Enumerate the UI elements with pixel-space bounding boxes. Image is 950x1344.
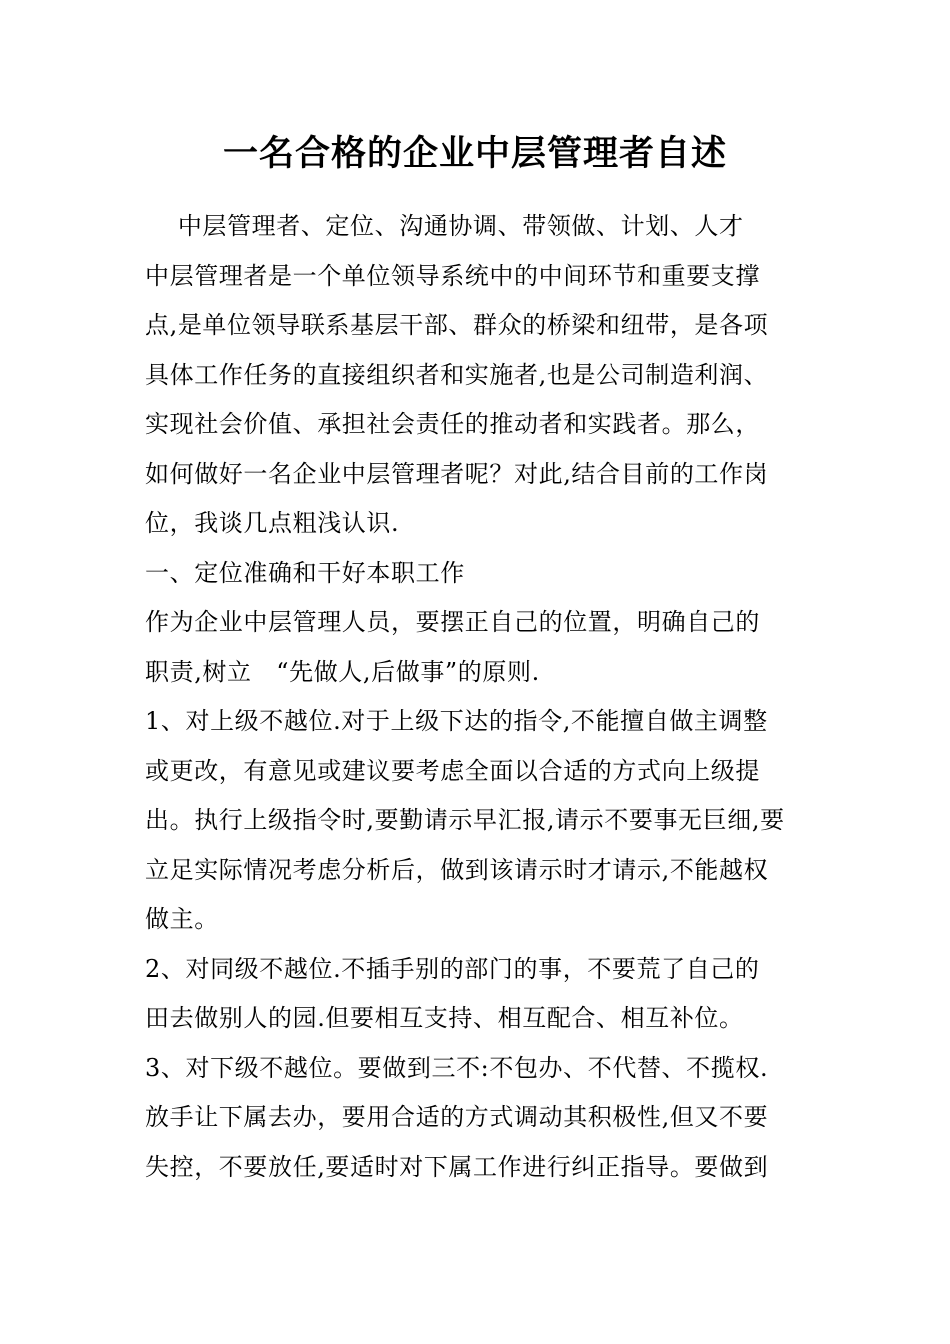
list-item-line: 或更改，有意见或建议要考虑全面以合适的方式向上级提 bbox=[145, 756, 760, 785]
list-item-line: 1、对上级不越位.对于上级下达的指令,不能擅自做主调整 bbox=[145, 707, 768, 735]
paragraph-line: 位，我谈几点粗浅认识. bbox=[145, 509, 400, 537]
list-item-line: 做主。 bbox=[145, 905, 219, 933]
list-item-line: 立足实际情况考虑分析后，做到该请示时才请示,不能越权 bbox=[145, 855, 769, 884]
paragraph-line: 具体工作任务的直接组织者和实施者,也是公司制造利润、 bbox=[145, 360, 769, 389]
list-item-line: 3、对下级不越位。要做到三不:不包办、不代替、不揽权. bbox=[145, 1053, 769, 1082]
paragraph-line: 中层管理者是一个单位领导系统中的中间环节和重要支撑 bbox=[145, 261, 760, 290]
keywords-line: 中层管理者、定位、沟通协调、带领做、计划、人才 bbox=[145, 212, 744, 240]
list-item-line: 出。执行上级指令时,要勤请示早汇报,请示不要事无巨细,要 bbox=[145, 806, 785, 834]
section-heading: 一、定位准确和干好本职工作 bbox=[145, 558, 465, 587]
paragraph-line: 如何做好一名企业中层管理者呢？对此,结合目前的工作岗 bbox=[145, 459, 769, 488]
paragraph-line: 作为企业中层管理人员，要摆正自己的位置，明确自己的 bbox=[145, 608, 760, 636]
paragraph-line: 职责,树立 “先做人,后做事”的原则. bbox=[145, 657, 540, 686]
document-body bbox=[145, 202, 813, 1192]
list-item-line: 失控，不要放任,要适时对下属工作进行纠正指导。要做到 bbox=[145, 1152, 769, 1181]
list-item-line: 2、对同级不越位.不插手别的部门的事，不要荒了自己的 bbox=[145, 954, 760, 983]
paragraph-line: 实现社会价值、承担社会责任的推动者和实践者。那么， bbox=[145, 410, 760, 438]
list-item-line: 放手让下属去办，要用合适的方式调动其积极性,但又不要 bbox=[145, 1103, 769, 1131]
paragraph-line: 点,是单位领导联系基层干部、群众的桥梁和纽带，是各项 bbox=[145, 311, 769, 339]
list-item-line: 田去做别人的园.但要相互支持、相互配合、相互补位。 bbox=[145, 1004, 744, 1032]
document-title: 一名合格的企业中层管理者自述 bbox=[222, 133, 727, 174]
